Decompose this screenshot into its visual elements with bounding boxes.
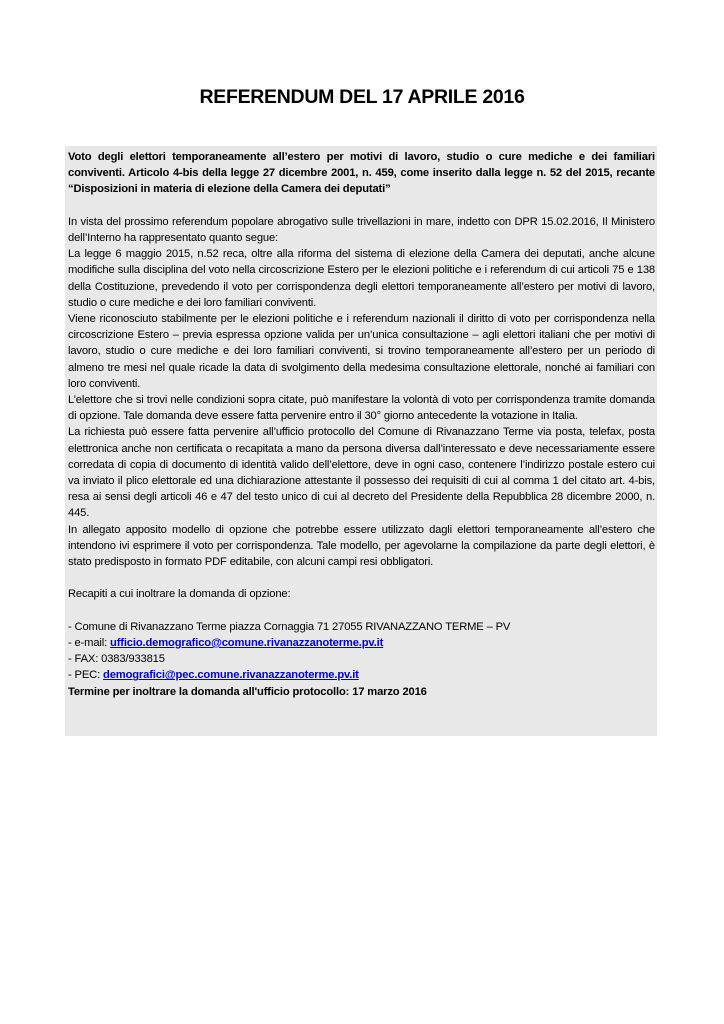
contact-email-prefix: - e-mail: — [68, 637, 111, 650]
contact-pec-line — [68, 667, 655, 683]
contacts-intro: Recapiti a cui inoltrare la domanda di opzione: — [68, 588, 291, 601]
spacer — [68, 570, 655, 586]
contact-pec-prefix: - PEC: — [68, 669, 104, 682]
contact-fax: - FAX: 0383/933815 — [68, 653, 165, 666]
deadline-text: Termine per inoltrare la domanda all'ufficio protocollo: 17 marzo 2016 — [68, 685, 427, 698]
notice-heading: Voto degli elettori temporaneamente all’estero per motivi di lavoro, studio o cure mediche e dei familiari conviventi. Articolo 4-bis della legge 27 dicembre 2001, n. 459, come inserito dalla legge n. 52 del 2015, recante “Disposizioni in materia di elezione della Camera dei deputati” — [68, 151, 655, 196]
paragraph-intro: In vista del prossimo referendum popolare abrogativo sulle trivellazioni in mare, indetto con DPR 15.02.2016, Il Ministero dell’Interno ha rappresentato quanto segue: — [68, 215, 655, 244]
paragraph-law: La legge 6 maggio 2015, n.52 reca, oltre alla riforma del sistema di elezione della Camera dei deputati, anche alcune modifiche sulla disciplina del voto nella circoscrizione Estero per le elezioni politiche e i referendum di cui articoli 75 e 138 della Costituzione, prevedendo il voto per corrispondenza degli elettori temporaneamente all’estero per motivi di lavoro, studio o cure mediche e dei loro familiari conviventi. — [68, 248, 655, 309]
spacer — [68, 198, 655, 214]
notice-box — [65, 146, 657, 736]
contact-email-line — [68, 635, 655, 651]
contact-address: - Comune di Rivanazzano Terme piazza Cornaggia 71 27055 RIVANAZZANO TERME – PV — [68, 620, 511, 633]
paragraph-submission: La richiesta può essere fatta pervenire all’ufficio protocollo del Comune di Rivanazzano Terme via posta, telefax, posta elettronica anche non certificata o recapitata a mano da persona diversa dall’interessato e deve necessariamente essere corredata di copia di documento di identità valido dell’elettore, deve in ogni caso, contenere l’indirizzo postale estero cui va inviato il plico elettorale ed una dichiarazione attestante il possesso dei requisiti di cui al comma 1 del citato art. 4-bis, resa ai sensi degli articoli 46 e 47 del testo unico di cui al decreto del Presidente della Repubblica 28 dicembre 2000, n. 445. — [68, 426, 655, 520]
email-link[interactable]: ufficio.demografico@comune.rivanazzanoterme.pv.it — [110, 637, 384, 650]
paragraph-right-to-vote: Viene riconosciuto stabilmente per le elezioni politiche e i referendum nazionali il diritto di voto per corrispondenza nella circoscrizione Estero – previa espressa opzione valida per un’unica consultazione – agli elettori italiani che per motivi di lavoro, studio o cure mediche e dei loro familiari conviventi, si trovino temporaneamente all’estero per un periodo di almeno tre mesi nel quale ricade la data di svolgimento della medesima consultazione elettorale, nonché ai familiari con loro conviventi. — [68, 313, 655, 390]
pec-link[interactable]: demografici@pec.comune.rivanazzanoterme.pv.it — [103, 669, 359, 682]
paragraph-attachment: In allegato apposito modello di opzione che potrebbe essere utilizzato dagli elettori temporaneamente all’estero che intendono ivi esprimere il voto per corrispondenza. Tale modello, per agevolarne la compilazione da parte degli elettori, è stato predisposto in formato PDF editabile, con alcuni campi resi obbligatori. — [68, 523, 655, 569]
document-title: REFERENDUM DEL 17 APRILE 2016 — [199, 86, 525, 108]
paragraph-option-request: L’elettore che si trovi nelle condizioni sopra citate, può manifestare la volontà di voto per corrispondenza tramite domanda di opzione. Tale domanda deve essere fatta pervenire entro il 30° giorno antecedente la votazione in Italia. — [68, 394, 655, 423]
spacer — [68, 603, 655, 619]
